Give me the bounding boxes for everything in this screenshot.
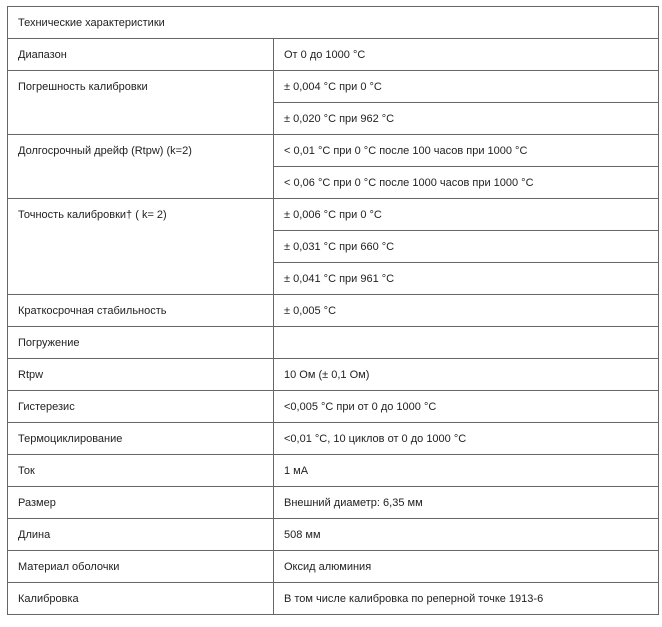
spec-label: Термоциклирование [8,423,274,455]
table-row [8,327,659,359]
specs-table [7,6,659,615]
spec-value: От 0 до 1000 °C [274,39,659,71]
table-row [8,71,659,103]
spec-value: ± 0,041 °C при 961 °C [274,263,659,295]
table-row [8,295,659,327]
spec-value: Оксид алюминия [274,551,659,583]
table-row [8,519,659,551]
spec-value: 508 мм [274,519,659,551]
table-row [8,455,659,487]
spec-value [274,327,659,359]
spec-value: ± 0,020 °C при 962 °C [274,103,659,135]
spec-value: <0,005 °C при от 0 до 1000 °C [274,391,659,423]
spec-value: <0,01 °C, 10 циклов от 0 до 1000 °C [274,423,659,455]
spec-label: Размер [8,487,274,519]
spec-value: Внешний диаметр: 6,35 мм [274,487,659,519]
spec-value: ± 0,005 °C [274,295,659,327]
spec-label: Краткосрочная стабильность [8,295,274,327]
table-row [8,39,659,71]
spec-value: < 0,01 °C при 0 °C после 100 часов при 1000 °C [274,135,659,167]
table-row [8,199,659,231]
table-row [8,583,659,615]
table-row [8,423,659,455]
table-row [8,391,659,423]
table-row [8,487,659,519]
spec-label: Ток [8,455,274,487]
table-header-row [8,7,659,39]
spec-label: Калибровка [8,583,274,615]
spec-label: Гистерезис [8,391,274,423]
spec-value: ± 0,006 °C при 0 °C [274,199,659,231]
spec-label: Длина [8,519,274,551]
table-header: Технические характеристики [8,7,659,39]
spec-value: 1 мА [274,455,659,487]
table-row [8,359,659,391]
spec-label: Погрешность калибровки [8,71,274,135]
table-row [8,135,659,167]
spec-value: В том числе калибровка по реперной точке 1913-6 [274,583,659,615]
spec-label: Долгосрочный дрейф (Rtpw) (k=2) [8,135,274,199]
spec-value: ± 0,031 °C при 660 °C [274,231,659,263]
table-row [8,551,659,583]
spec-value: 10 Ом (± 0,1 Ом) [274,359,659,391]
spec-value: ± 0,004 °C при 0 °C [274,71,659,103]
spec-label: Погружение [8,327,274,359]
spec-value: < 0,06 °C при 0 °C после 1000 часов при 1000 °C [274,167,659,199]
spec-label: Диапазон [8,39,274,71]
spec-label: Точность калибровки† ( k= 2) [8,199,274,295]
spec-label: Rtpw [8,359,274,391]
spec-label: Материал оболочки [8,551,274,583]
